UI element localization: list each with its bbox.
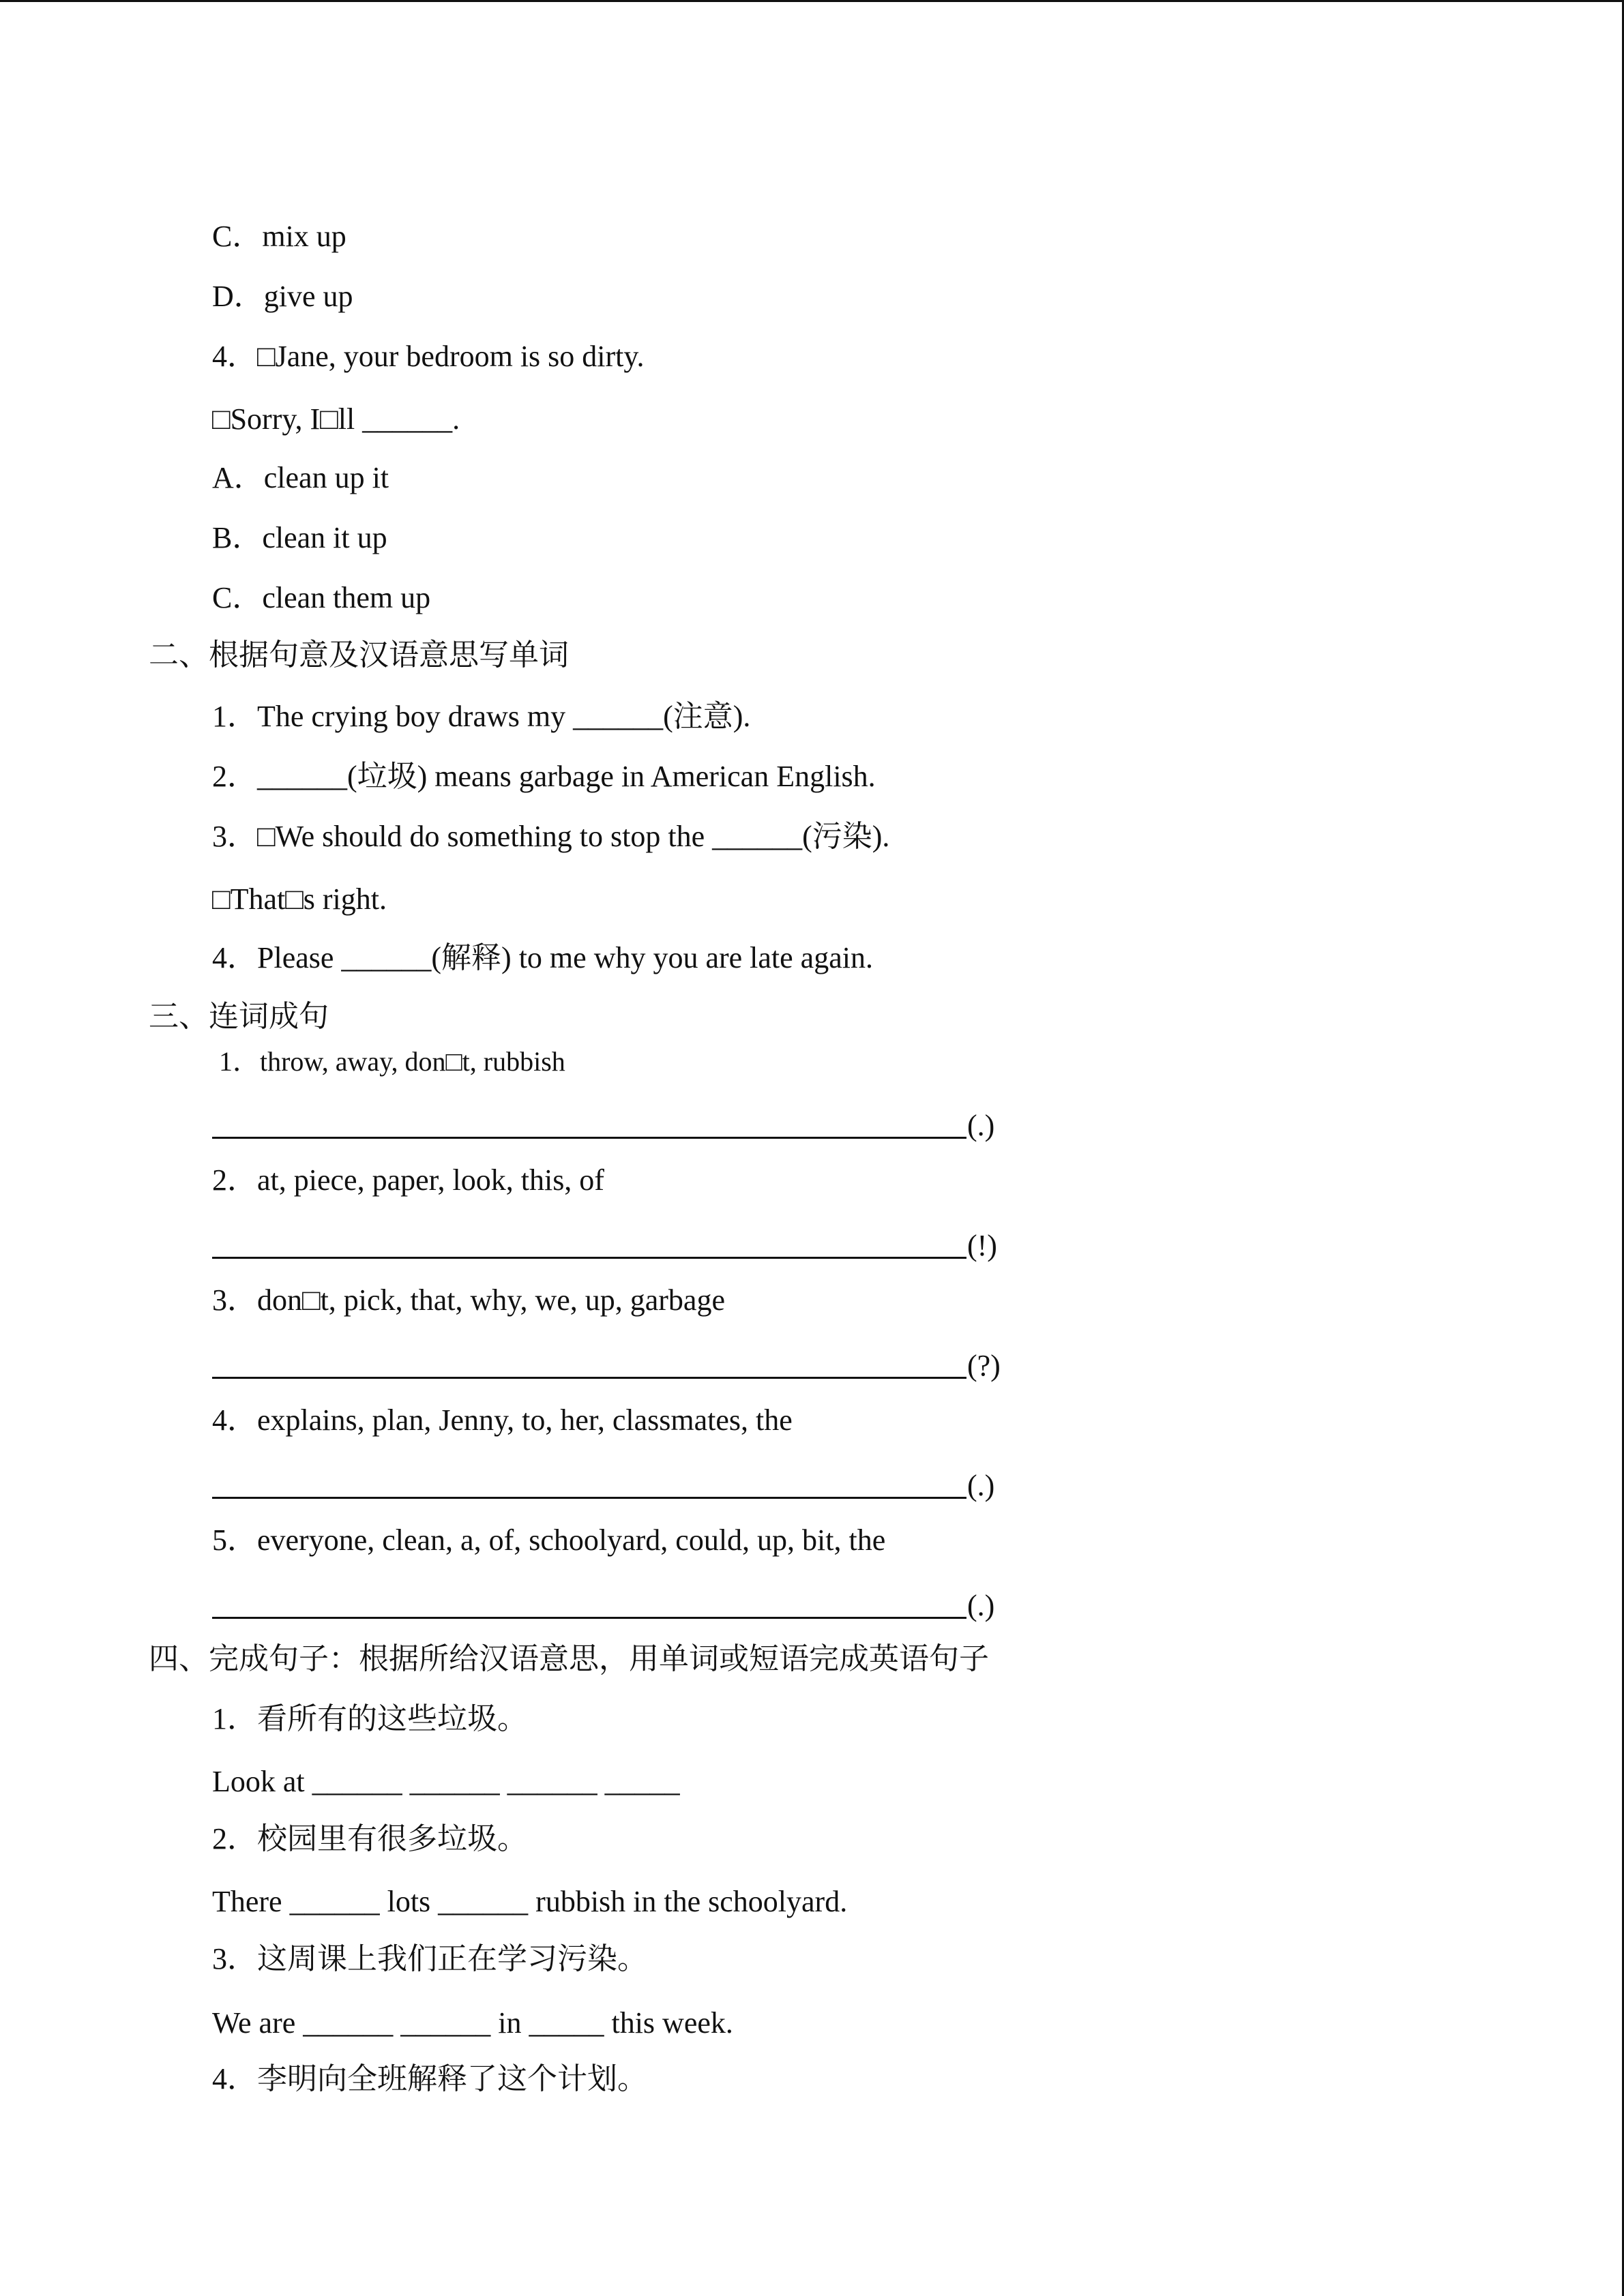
p4-item-3-cn: 3．这周课上我们正在学习污染。: [212, 1942, 647, 1976]
p3-item-4-words: 4．explains, plan, Jenny, to, her, classmates, the: [212, 1403, 793, 1437]
section-4-title: 四、完成句子：根据所给汉语意思，用单词或短语完成英语句子: [149, 1642, 989, 1675]
section-3-title: 三、连词成句: [149, 1000, 329, 1033]
p3-item-5-end: (.): [967, 1589, 995, 1622]
p2-item-2: 2．______(垃圾) means garbage in American English.: [212, 760, 876, 793]
p2-item-3-reply: □That□s right.: [212, 882, 387, 916]
q4-option-c: C．clean them up: [212, 581, 431, 614]
q4-option-b: B．clean it up: [212, 521, 387, 554]
p3-item-5-words: 5．everyone, clean, a, of, schoolyard, could, up, bit, the: [212, 1523, 886, 1557]
p4-item-3-en: We are ______ ______ in _____ this week.: [212, 2006, 733, 2040]
p3-item-1-end: (.): [967, 1109, 995, 1142]
p4-item-2-en: There ______ lots ______ rubbish in the schoolyard.: [212, 1885, 848, 1918]
q4-option-a: A．clean up it: [212, 461, 389, 494]
section-2-title: 二、根据句意及汉语意思写单词: [149, 638, 569, 672]
p3-item-3-end: (?): [967, 1349, 1001, 1382]
p2-item-1: 1．The crying boy draws my ______(注意).: [212, 700, 751, 733]
p3-item-3-words: 3．don□t, pick, that, why, we, up, garbage: [212, 1283, 725, 1317]
q4-stem: 4．□Jane, your bedroom is so dirty.: [212, 340, 645, 373]
p2-item-4: 4．Please ______(解释) to me why you are late again.: [212, 941, 873, 974]
p3-item-1-answer-line: [212, 1137, 966, 1139]
p3-item-3-answer-line: [212, 1377, 966, 1379]
p3-item-2-answer-line: [212, 1257, 966, 1259]
p3-item-4-answer-line: [212, 1497, 966, 1499]
p4-item-1-en: Look at ______ ______ ______ _____: [212, 1765, 680, 1798]
p2-item-3: 3．□We should do something to stop the ______(污染).: [212, 820, 890, 853]
p4-item-4-cn: 4．李明向全班解释了这个计划。: [212, 2062, 647, 2096]
p3-item-4-end: (.): [967, 1469, 995, 1502]
q3-option-c: C．mix up: [212, 220, 346, 253]
p4-item-1-cn: 1．看所有的这些垃圾。: [212, 1702, 527, 1735]
p3-item-2-words: 2．at, piece, paper, look, this, of: [212, 1163, 604, 1197]
q3-option-d: D．give up: [212, 280, 353, 313]
p3-item-2-end: (!): [967, 1229, 997, 1262]
p4-item-2-cn: 2．校园里有很多垃圾。: [212, 1822, 527, 1855]
q4-reply: □Sorry, I□ll ______.: [212, 402, 460, 436]
p3-item-1-words: 1．throw, away, don□t, rubbish: [219, 1046, 565, 1077]
p3-item-5-answer-line: [212, 1617, 966, 1619]
